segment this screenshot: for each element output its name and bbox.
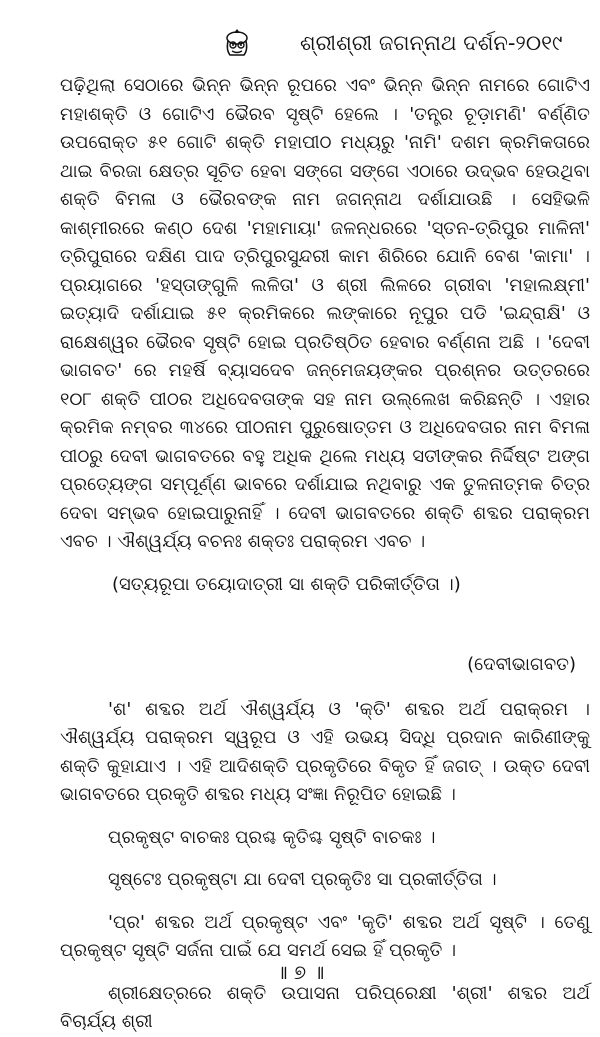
paragraph-3: 'ପ୍ର' ଶବ୍ଦର ଅର୍ଥ ପ୍ରକୃଷ୍ଟ ଏବଂ 'କୃତି' ଶବ୍ଦର ଅର୍ଥ ସୃଷ୍ଟି । ତେଣୁ ପ୍ରକୃଷ୍ଟ ସୃଷ୍ଟି ସର୍ଜନା ପାଇଁ ଯେ ସମର୍ଥ ସେଇ ହିଁ ପ୍ରକୃତି । — [60, 911, 590, 961]
jagannath-logo-icon — [224, 28, 250, 58]
paragraph-4: ଶ୍ରୀକ୍ଷେତ୍ରରେ ଶକ୍ତି ଉପାସନା ପରିପ୍ରେକ୍ଷୀ 'ଶ୍ରୀ' ଶବ୍ଦର ଅର୍ଥ ବିଚାର୍ଯ୍ୟ ଶ୍ରୀ — [60, 982, 590, 1032]
page-header — [0, 28, 600, 62]
verse-quote-2: ପ୍ରକୃଷ୍ଟ ବାଚକଃ ପ୍ରଶ୍ଚ କୃତିଶ୍ଚ ସୃଷ୍ଟି ବାଚକଃ । — [108, 826, 436, 848]
verse-quote-3: ସୃଷ୍ଟେଃ ପ୍ରକୃଷ୍ଟା ଯା ଦେବୀ ପ୍ରକୃତିଃ ସା ପ୍ରକୀର୍ତ୍ତିତା । — [108, 869, 497, 890]
header-title: ଶ୍ରୀଶ୍ରୀ ଜଗନ୍ନାଥ ଦର୍ଶନ-୨୦୧୯ — [300, 31, 563, 55]
paragraph-2: 'ଶ' ଶବ୍ଦର ଅର୍ଥ ଐଶ୍ୱର୍ଯ୍ୟ ଓ 'କ୍ତି' ଶବ୍ଦର ଅର୍ଥ ପରାକ୍ରମ । ଐଶ୍ୱର୍ଯ୍ୟ ପରାକ୍ରମ ସ୍ୱରୂପ ଓ ଏହି ଉଭୟ ସିଦ୍ଧି ପ୍ରଦାନ କାରିଣୀଙ୍କୁ ଶକ୍ତି କୁହାଯାଏ । ଏହି ଆଦିଶକ୍ତି ପ୍ରକୃତିରେ ବିକୃତ ହିଁ ଜଗତ୍ । ଉକ୍ତ ଦେବୀ ଭାଗବତରେ ପ୍ରକୃତି ଶବ୍ଦର ମଧ୍ୟ ସଂଜ୍ଞା ନିରୂପିତ ହୋଇଛି । — [60, 698, 590, 805]
page-number: ॥ ୭ ॥ — [275, 960, 325, 984]
page-content — [60, 72, 590, 1037]
verse-quote-1: (ସତ୍ୟରୂପା ତୟୋଦାତ୍ରୀ ସା ଶକ୍ତି ପରିକୀର୍ତ୍ତିତା ।) — [112, 573, 461, 595]
paragraph-1: ପଢ଼ିଥିଲା ସେଠାରେ ଭିନ୍ନ ଭିନ୍ନ ରୂପରେ ଏବଂ ଭିନ୍ନ ଭିନ୍ନ ନାମରେ ଗୋଟିଏ ମହାଶକ୍ତି ଓ ଗୋଟିଏ ଭୈରବ ସୃଷ୍ଟି ହେଲେ । 'ତନ୍ତ୍ର ଚୂଡ଼ାମଣି' ବର୍ଣ୍ଣିତ ଉପରୋକ୍ତ ୫୧ ଗୋଟି ଶକ୍ତି ମହାପୀଠ ମଧ୍ୟରୁ 'ନାମି' ଦଶମ କ୍ରମିକତାରେ ଥାଇ ବିରଜା କ୍ଷେତ୍ର ସୂଚିତ ହେବା ସଙ୍ଗେ ସଙ୍ଗେ ଏଠାରେ ଉଦ୍‌ଭବ ହେଉଥିବା ଶକ୍ତି ବିମଳା ଓ ଭୈରବଙ୍କ ନାମ ଜଗନ୍ନାଥ ଦର୍ଶାଯାଉଛି । ସେହିଭଳି କାଶ୍ମୀରରେ କଣ୍ଠ ଦେଶ 'ମହାମାୟା' ଜଳନ୍ଧରରେ 'ସ୍ତନ-ତ୍ରିପୁର ମାଳିନୀ' ତ୍ରିପୁରାରେ ଦକ୍ଷିଣ ପାଦ ତ୍ରିପୁରସୁନ୍ଦରୀ କାମ ଶିରିରେ ଯୋନି ବେଶ 'କାମା' । ପ୍ରୟାଗରେ 'ହସ୍ତାଙ୍ଗୁଳି ଲଳିତା' ଓ ଶ୍ରୀ ଲିଳରେ ଗ୍ରୀବା 'ମହାଲକ୍ଷ୍ମୀ' ଇତ୍ୟାଦି ଦର୍ଶାଯାଇ ୫୧ କ୍ରମିକରେ ଲଙ୍କାରେ ନୂପୁର ପଡି 'ଇନ୍ଦ୍ରାକ୍ଷି' ଓ ରାକ୍ଷେଶ୍ୱର ଭୈରବ ସୃଷ୍ଟି ହୋଇ ପ୍ରତିଷ୍ଠିତ ହେବାର ବର୍ଣ୍ଣନା ଅଛି । 'ଦେବୀ ଭାଗବତ' ରେ ମହର୍ଷି ବ୍ୟାସଦେବ ଜନ୍ମେଜୟଙ୍କର ପ୍ରଶ୍ନର ଉତ୍ତରରେ ୧୦୮ ଶକ୍ତି ପୀଠର ଅଧିଦେବତାଙ୍କ ସହ ନାମ ଉଲ୍ଲେଖ କରିଛନ୍ତି । ଏହାର କ୍ରମିକ ନମ୍ବର ୩୪ରେ ପୀଠନାମ ପୁରୁଷୋତ୍ତମ ଓ ଅଧିଦେବତାର ନାମ ବିମଳା ପୀଠରୁ ଦେବୀ ଭାଗବତରେ ବହୁ ଅଧିକ ଥିଲେ ମଧ୍ୟ ସତୀଙ୍କର ନିର୍ଦ୍ଦିଷ୍ଟ ଅଙ୍ଗ ପ୍ରତ୍ୟେଙ୍ଗ ସମ୍ପୂର୍ଣ୍ଣ ଭାବରେ ଦର୍ଶାଯାଇ ନଥିବାରୁ ଏକ ତୁଳନାତ୍ମକ ଚିତ୍ର ଦେବା ସମ୍ଭବ ହୋଇପାରୁନାହିଁ । ଦେବୀ ଭାଗବତରେ ଶକ୍ତି ଶବ୍ଦର ପରାକ୍ରମ ଏବଚ । ଐଶ୍ୱର୍ଯ୍ୟ ବଚନଃ ଶକ୍ତଃ ପରାକ୍ରମ ଏବଚ । — [60, 75, 590, 552]
source-citation: (ଦେବୀଭାଗବତ) — [467, 654, 576, 675]
